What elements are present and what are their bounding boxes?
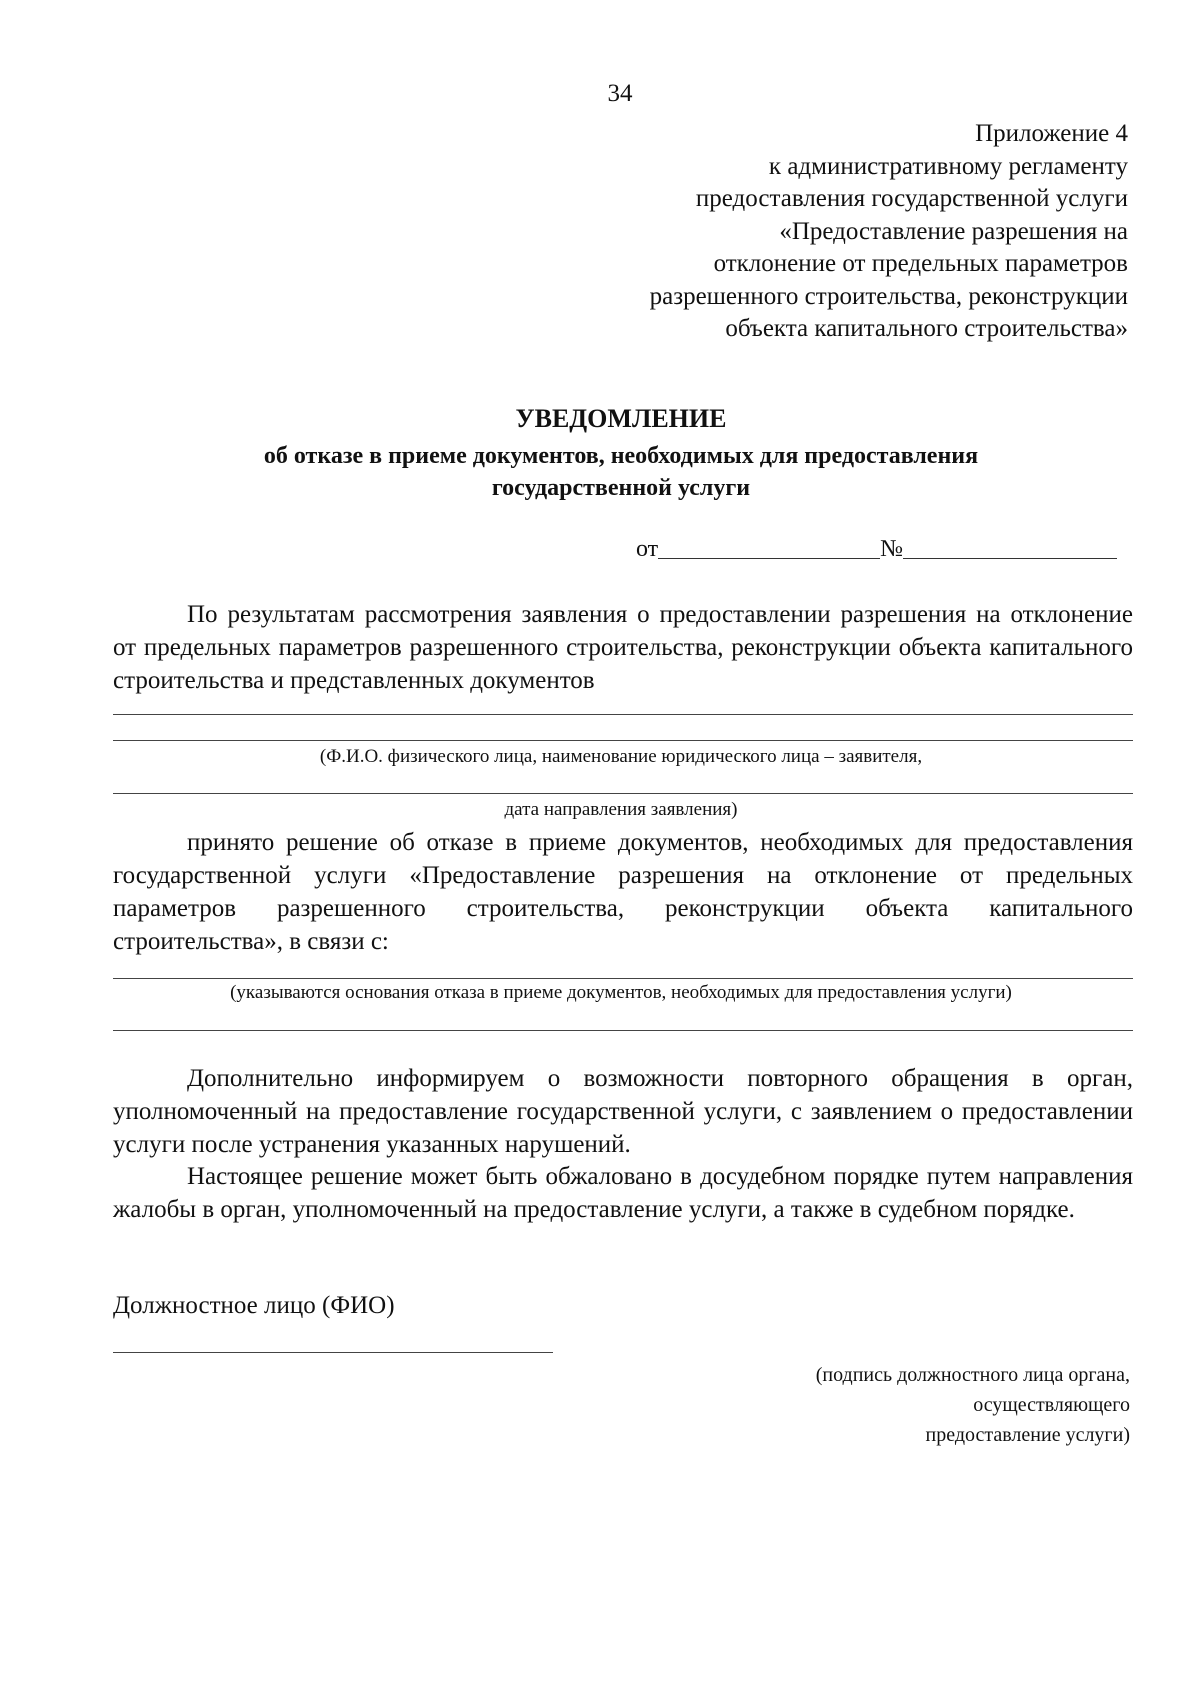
paragraph-intro: По результатам рассмотрения заявления о предоставлении разрешения на отклонение от предельных параметров разрешенного строительства, реконструкции объекта капитального строительства и представленных документов <box>113 601 1133 694</box>
caption-reasons: (указываются основания отказа в приеме документов, необходимых для предоставления услуги) <box>230 982 1012 1003</box>
number-label: № <box>880 536 904 562</box>
paragraph-appeal: Настоящее решение может быть обжаловано в досудебном порядке путем направления жалобы в орган, уполномоченный на предоставление услуги, а также в судебном порядке. <box>113 1163 1133 1223</box>
appendix-line: «Предоставление разрешения на <box>779 217 1128 245</box>
appendix-line: отклонение от предельных параметров <box>713 250 1128 277</box>
number-fill-line <box>903 557 1117 559</box>
date-fill-line <box>658 557 880 559</box>
fill-line <box>113 978 1133 979</box>
from-label: от <box>636 536 659 562</box>
appendix-block <box>650 118 1128 346</box>
fill-line <box>113 740 1133 741</box>
appendix-line: к административному регламенту <box>768 152 1128 180</box>
signature-line <box>113 1352 553 1353</box>
caption-applicant: (Ф.И.О. физического лица, наименование юридического лица – заявителя, <box>319 746 923 767</box>
official-label: Должностное лицо (ФИО) <box>113 1292 395 1319</box>
signature-caption-line: (подпись должностного лица органа, <box>815 1364 1130 1386</box>
signature-caption-line: осуществляющего <box>973 1394 1130 1416</box>
date-number-row <box>636 536 1117 563</box>
document-subtitle <box>110 440 1132 504</box>
subtitle-line: государственной услуги <box>491 475 751 501</box>
signature-caption <box>816 1360 1130 1450</box>
signature-caption-line: предоставление услуги) <box>925 1424 1130 1446</box>
appendix-line: разрешенного строительства, реконструкции <box>649 282 1128 310</box>
page-number: 34 <box>607 80 633 107</box>
subtitle-line: об отказе в приеме документов, необходимых для предоставления <box>263 443 979 469</box>
paragraph-decision: принято решение об отказе в приеме документов, необходимых для предоставления государственной услуги «Предоставление разрешения на отклонение от предельных параметров разрешенного строительства, реконструкции объекта капитального строительства», в связи с: <box>113 829 1133 955</box>
paragraph-additional-info: Дополнительно информируем о возможности повторного обращения в орган, уполномоченный на предоставление государственной услуги, с заявлением о предоставлении услуги после устранения указанных нарушений. <box>113 1065 1133 1158</box>
fill-line <box>113 793 1133 794</box>
fill-line <box>113 714 1133 715</box>
appendix-line: Приложение 4 <box>975 120 1128 147</box>
appendix-line: предоставления государственной услуги <box>695 185 1128 212</box>
appendix-line: объекта капитального строительства» <box>725 315 1128 342</box>
fill-line <box>113 1030 1133 1031</box>
document-title: УВЕДОМЛЕНИЕ <box>515 404 727 433</box>
caption-application-date: дата направления заявления) <box>504 799 738 820</box>
